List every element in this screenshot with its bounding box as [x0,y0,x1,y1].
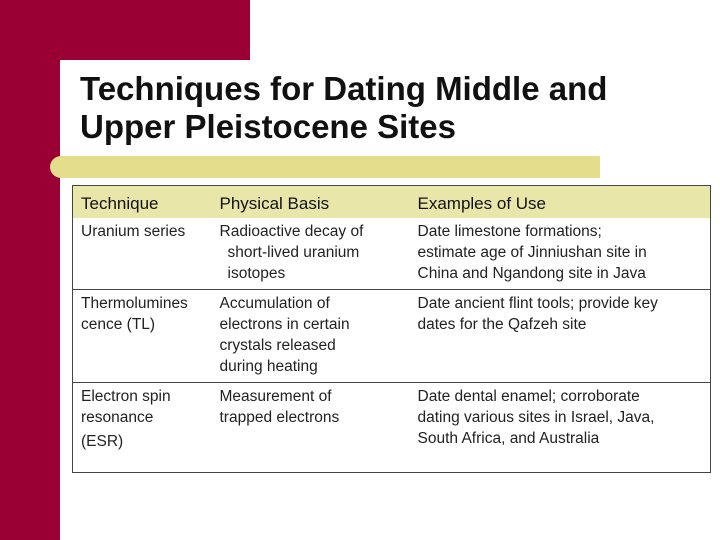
cell-line: Measurement of [219,388,332,405]
slide-title [80,70,700,146]
table-row [73,290,711,383]
cell-line: Date ancient flint tools; provide key [417,295,658,312]
cell-line: resonance [81,409,154,426]
cell-line: crystals released [219,337,336,354]
table-row [73,383,711,473]
cell-line: Electron spin [81,388,171,405]
slide-title-line-2: Upper Pleistocene Sites [80,108,456,145]
top-brand-block [0,0,250,60]
table-row [73,218,711,290]
technique-cell [73,290,212,383]
header-physical-basis: Physical Basis [212,186,410,219]
header-technique: Technique [73,186,212,219]
basis-cell [212,290,410,383]
cell-line: electrons in certain [219,316,350,333]
technique-cell [73,218,212,290]
dating-techniques-table [72,185,711,473]
cell-line: trapped electrons [219,409,340,426]
basis-cell [212,383,410,473]
cell-line: cence (TL) [81,316,156,333]
technique-cell [73,383,212,473]
examples-cell [410,218,711,290]
examples-cell [410,383,711,473]
cell-line: South Africa, and Australia [417,430,600,447]
table-header-row [73,186,711,219]
header-examples-of-use: Examples of Use [410,186,711,219]
cell-line: China and Ngandong site in Java [417,265,646,282]
cell-line: (ESR) [81,433,124,450]
cell-line: Date dental enamel; corroborate [417,388,640,405]
accent-bar [60,156,600,178]
cell-line: Accumulation of [219,295,330,312]
cell-line: Uranium series [81,223,186,240]
cell-line: Thermolumines [81,295,188,312]
cell-line: Radioactive decay of [219,223,364,240]
cell-line: short-lived uranium [227,244,360,261]
left-brand-bar [0,0,60,540]
cell-line: estimate age of Jinniushan site in [417,244,647,261]
cell-line: isotopes [227,265,286,282]
slide-title-line-1: Techniques for Dating Middle and [80,70,608,107]
basis-cell [212,218,410,290]
cell-line: dating various sites in Israel, Java, [417,409,655,426]
cell-line: dates for the Qafzeh site [417,316,587,333]
cell-line: during heating [219,358,318,375]
examples-cell [410,290,711,383]
cell-line: Date limestone formations; [417,223,602,240]
